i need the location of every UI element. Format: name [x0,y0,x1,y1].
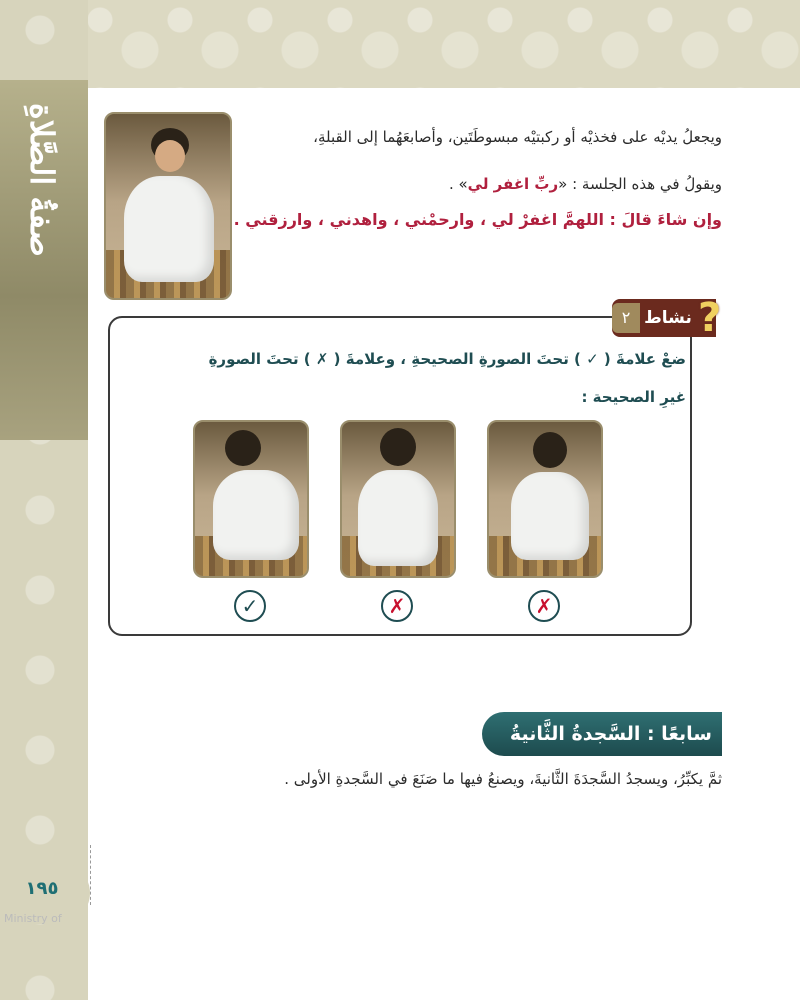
watermark: Ministry of [4,912,62,925]
sitting-boy-photo [104,112,232,300]
x-mark-icon[interactable]: ✗ [528,590,560,622]
boy-robe [213,470,299,560]
chapter-title: صفةُ الصَّلاةِ [23,103,61,257]
paragraph-1: ويجعلُ يديْه على فخذيْه أو ركبتيْه مبسوطَتَين، وأصابعَهُما إلى القبلةِ، [313,128,722,146]
boy-face [155,140,185,172]
boy-robe [124,176,214,282]
paragraph-2-suffix: » . [448,175,468,193]
boy-head [380,428,416,466]
page-number: ١٩٥ [25,878,59,899]
boy-head [533,432,567,468]
paragraph-2 [222,175,722,193]
paragraph-2-highlight: ربِّ اغفر لي [467,175,559,193]
instruction-line-1: ضعْ علامةَ ( ✓ ) تحتَ الصورةِ الصحيحةِ ، وعلامةَ ( ✗ ) تحتَ الصورةِ [208,350,686,368]
instruction-line-2: غيرِ الصحيحة : [581,388,686,406]
activity-label: نشاط [644,308,692,328]
divider-dots [90,845,95,905]
x-mark-icon[interactable]: ✗ [381,590,413,622]
activity-photo-3 [487,420,603,578]
activity-number: ٢ [612,303,640,333]
boy-robe [358,470,438,566]
paragraph-2-prefix: ويقولُ في هذه الجلسة : « [558,175,722,193]
top-pattern-band [0,0,800,88]
activity-photo-2 [340,420,456,578]
activity-instruction [186,340,686,416]
question-mark-icon: ? [698,295,722,341]
boy-robe [511,472,589,560]
activity-photo-1 [193,420,309,578]
boy-head [225,430,261,466]
section-title: سابعًا : السَّجدةُ الثَّانيةُ [509,723,712,745]
check-mark-icon[interactable]: ✓ [234,590,266,622]
paragraph-3: وإن شاءَ قالَ : اللهمَّ اغفرْ لي ، وارحمْني ، واهدني ، وارزقني . [233,210,722,229]
section-body: ثمَّ يكبِّرُ، ويسجدُ السَّجدَةَ الثَّانيةَ، ويصنعُ فيها ما صَنَعَ في السَّجدةِ الأولى . [284,770,722,788]
